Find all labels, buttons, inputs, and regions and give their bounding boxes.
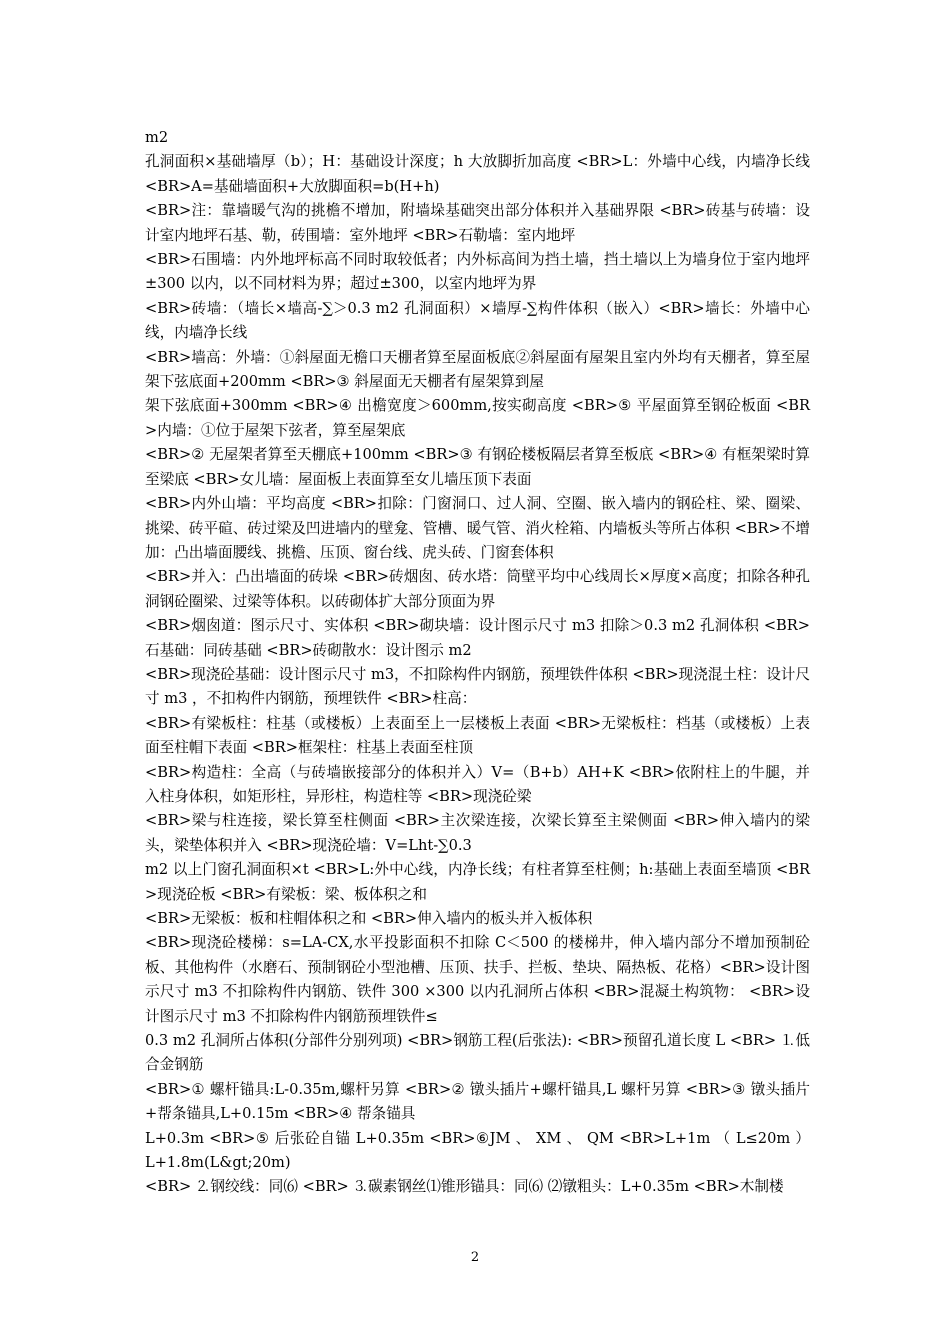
paragraph-7: 架下弦底面+300mm <BR>④ 出檐宽度＞600mm,按实砌高度 <BR>⑤ 平屋面算至钢砼板面 <BR>内墙：①位于屋架下弦者，算至屋架底	[145, 397, 810, 439]
paragraph-11: <BR>烟囱道：图示尺寸、实体积 <BR>砌块墙：设计图示尺寸 m3 扣除＞0.3 m2 孔洞体积 <BR>石基础：同砖基础 <BR>砖砌散水：设计图示 m2	[145, 617, 810, 659]
paragraph-2: 孔洞面积×基础墙厚（b）；H：基础设计深度；h 大放脚折加高度 <BR>L：外墙中心线，内墙净长线 <BR>A=基础墙面积+大放脚面积=b(H+h)	[145, 153, 810, 195]
paragraph-14: <BR>构造柱：全高（与砖墙嵌接部分的体积并入）V=（B+b）AH+K <BR>依附柱上的牛腿，并入柱身体积，如矩形柱，异形柱，构造柱等 <BR>现浇砼梁	[145, 763, 810, 805]
paragraph-9: <BR>内外山墙：平均高度 <BR>扣除：门窗洞口、过人洞、空圈、嵌入墙内的钢砼柱、梁、圈梁、挑梁、砖平碹、砖过梁及凹进墙内的壁龛、管槽、暖气管、消火栓箱、内墙板头等所占体积 <BR>不增加：凸出墙面腰线、挑檐、压顶、窗台线、虎头砖、门窗套体积	[145, 495, 810, 561]
paragraph-19: 0.3 m2 孔洞所占体积(分部件分别列项) <BR>钢筋工程(后张法): <BR>预留孔道长度 L <BR> ⒈低合金钢筋	[145, 1032, 810, 1074]
paragraph-8: <BR>② 无屋架者算至天棚底+100mm <BR>③ 有钢砼楼板隔层者算至板底 <BR>④ 有框架梁时算至梁底 <BR>女儿墙：屋面板上表面算至女儿墙压顶下表面	[145, 446, 810, 488]
document-body	[145, 126, 810, 1200]
paragraph-10: <BR>并入：凸出墙面的砖垛 <BR>砖烟囱、砖水塔：筒壁平均中心线周长×厚度×高度；扣除各种孔洞钢砼圈梁、过梁等体积。以砖砌体扩大部分顶面为界	[145, 568, 810, 610]
paragraph-12: <BR>现浇砼基础：设计图示尺寸 m3，不扣除构件内钢筋，预埋铁件体积 <BR>现浇混土柱：设计尺寸 m3 ，不扣构件内钢筋，预埋铁件 <BR>柱高：	[145, 665, 810, 708]
paragraph-22: <BR> ⒉钢绞线：同⑹ <BR> ⒊碳素钢丝⑴锥形锚具：同⑹ ⑵镦粗头：L+0.35m <BR>木制楼	[145, 1178, 784, 1196]
paragraph-6: <BR>墙高：外墙：①斜屋面无檐口天棚者算至屋面板底②斜屋面有屋架且室内外均有天棚者，算至屋架下弦底面+200mm <BR>③ 斜屋面无天棚者有屋架算到屋	[145, 348, 810, 391]
page-number: 2	[470, 1250, 480, 1265]
paragraph-17: <BR>无梁板：板和柱帽体积之和 <BR>伸入墙内的板头并入板体积	[145, 910, 593, 927]
paragraph-5: <BR>砖墙：（墙长×墙高-∑＞0.3 m2 孔洞面积）×墙厚-∑构件体积（嵌入）<BR>墙长：外墙中心线，内墙净长线	[145, 299, 810, 342]
paragraph-3: <BR>注：靠墙暖气沟的挑檐不增加，附墙垛基础突出部分体积并入基础界限 <BR>砖基与砖墙：设计室内地坪石基、勒，砖围墙：室外地坪 <BR>石勒墙：室内地坪	[145, 202, 810, 244]
paragraph-21: L+0.3m <BR>⑤ 后张砼自锚 L+0.35m <BR>⑥JM 、 XM 、 QM <BR>L+1m （ L≤20m ） L+1.8m(L&gt;20m)	[145, 1129, 810, 1172]
paragraph-4: <BR>石围墙：内外地坪标高不同时取较低者；内外标高间为挡土墙，挡土墙以上为墙身位于室内地坪±300 以内，以不同材料为界；超过±300，以室内地坪为界	[145, 251, 810, 293]
paragraph-20: <BR>① 螺杆锚具:L-0.35m,螺杆另算 <BR>② 镦头插片+螺杆锚具,L 螺杆另算 <BR>③ 镦头插片+帮条锚具,L+0.15m <BR>④ 帮条锚具	[145, 1080, 810, 1123]
paragraph-15: <BR>梁与柱连接，梁长算至柱侧面 <BR>主次梁连接，次梁长算至主梁侧面 <BR>伸入墙内的梁头，梁垫体积并入 <BR>现浇砼墙：V=Lht-∑0.3	[145, 812, 810, 854]
paragraph-1: m2	[145, 129, 169, 146]
paragraph-16: m2 以上门窗孔洞面积×t <BR>L:外中心线，内净长线；有柱者算至柱侧；h:基础上表面至墙顶 <BR>现浇砼板 <BR>有梁板：梁、板体积之和	[145, 861, 810, 903]
paragraph-18: <BR>现浇砼楼梯：s=LA-CX,水平投影面积不扣除 C＜500 的楼梯井，伸入墙内部分不增加预制砼板、其他构件（水磨石、预制钢砼小型池槽、压顶、扶手、拦板、垫块、隔热板、花格）<BR>设计图示尺寸 m3 不扣除构件内钢筋、铁件 300 ×300 以内孔洞所占体积 <BR>混凝土构筑物： <BR>设计图示尺寸 m3 不扣除构件内钢筋预埋铁件≤	[145, 934, 810, 1025]
paragraph-13: <BR>有梁板柱：柱基（或楼板）上表面至上一层楼板上表面 <BR>无梁板柱：档基（或楼板）上表面至柱帽下表面 <BR>框架柱：柱基上表面至柱顶	[145, 714, 810, 757]
